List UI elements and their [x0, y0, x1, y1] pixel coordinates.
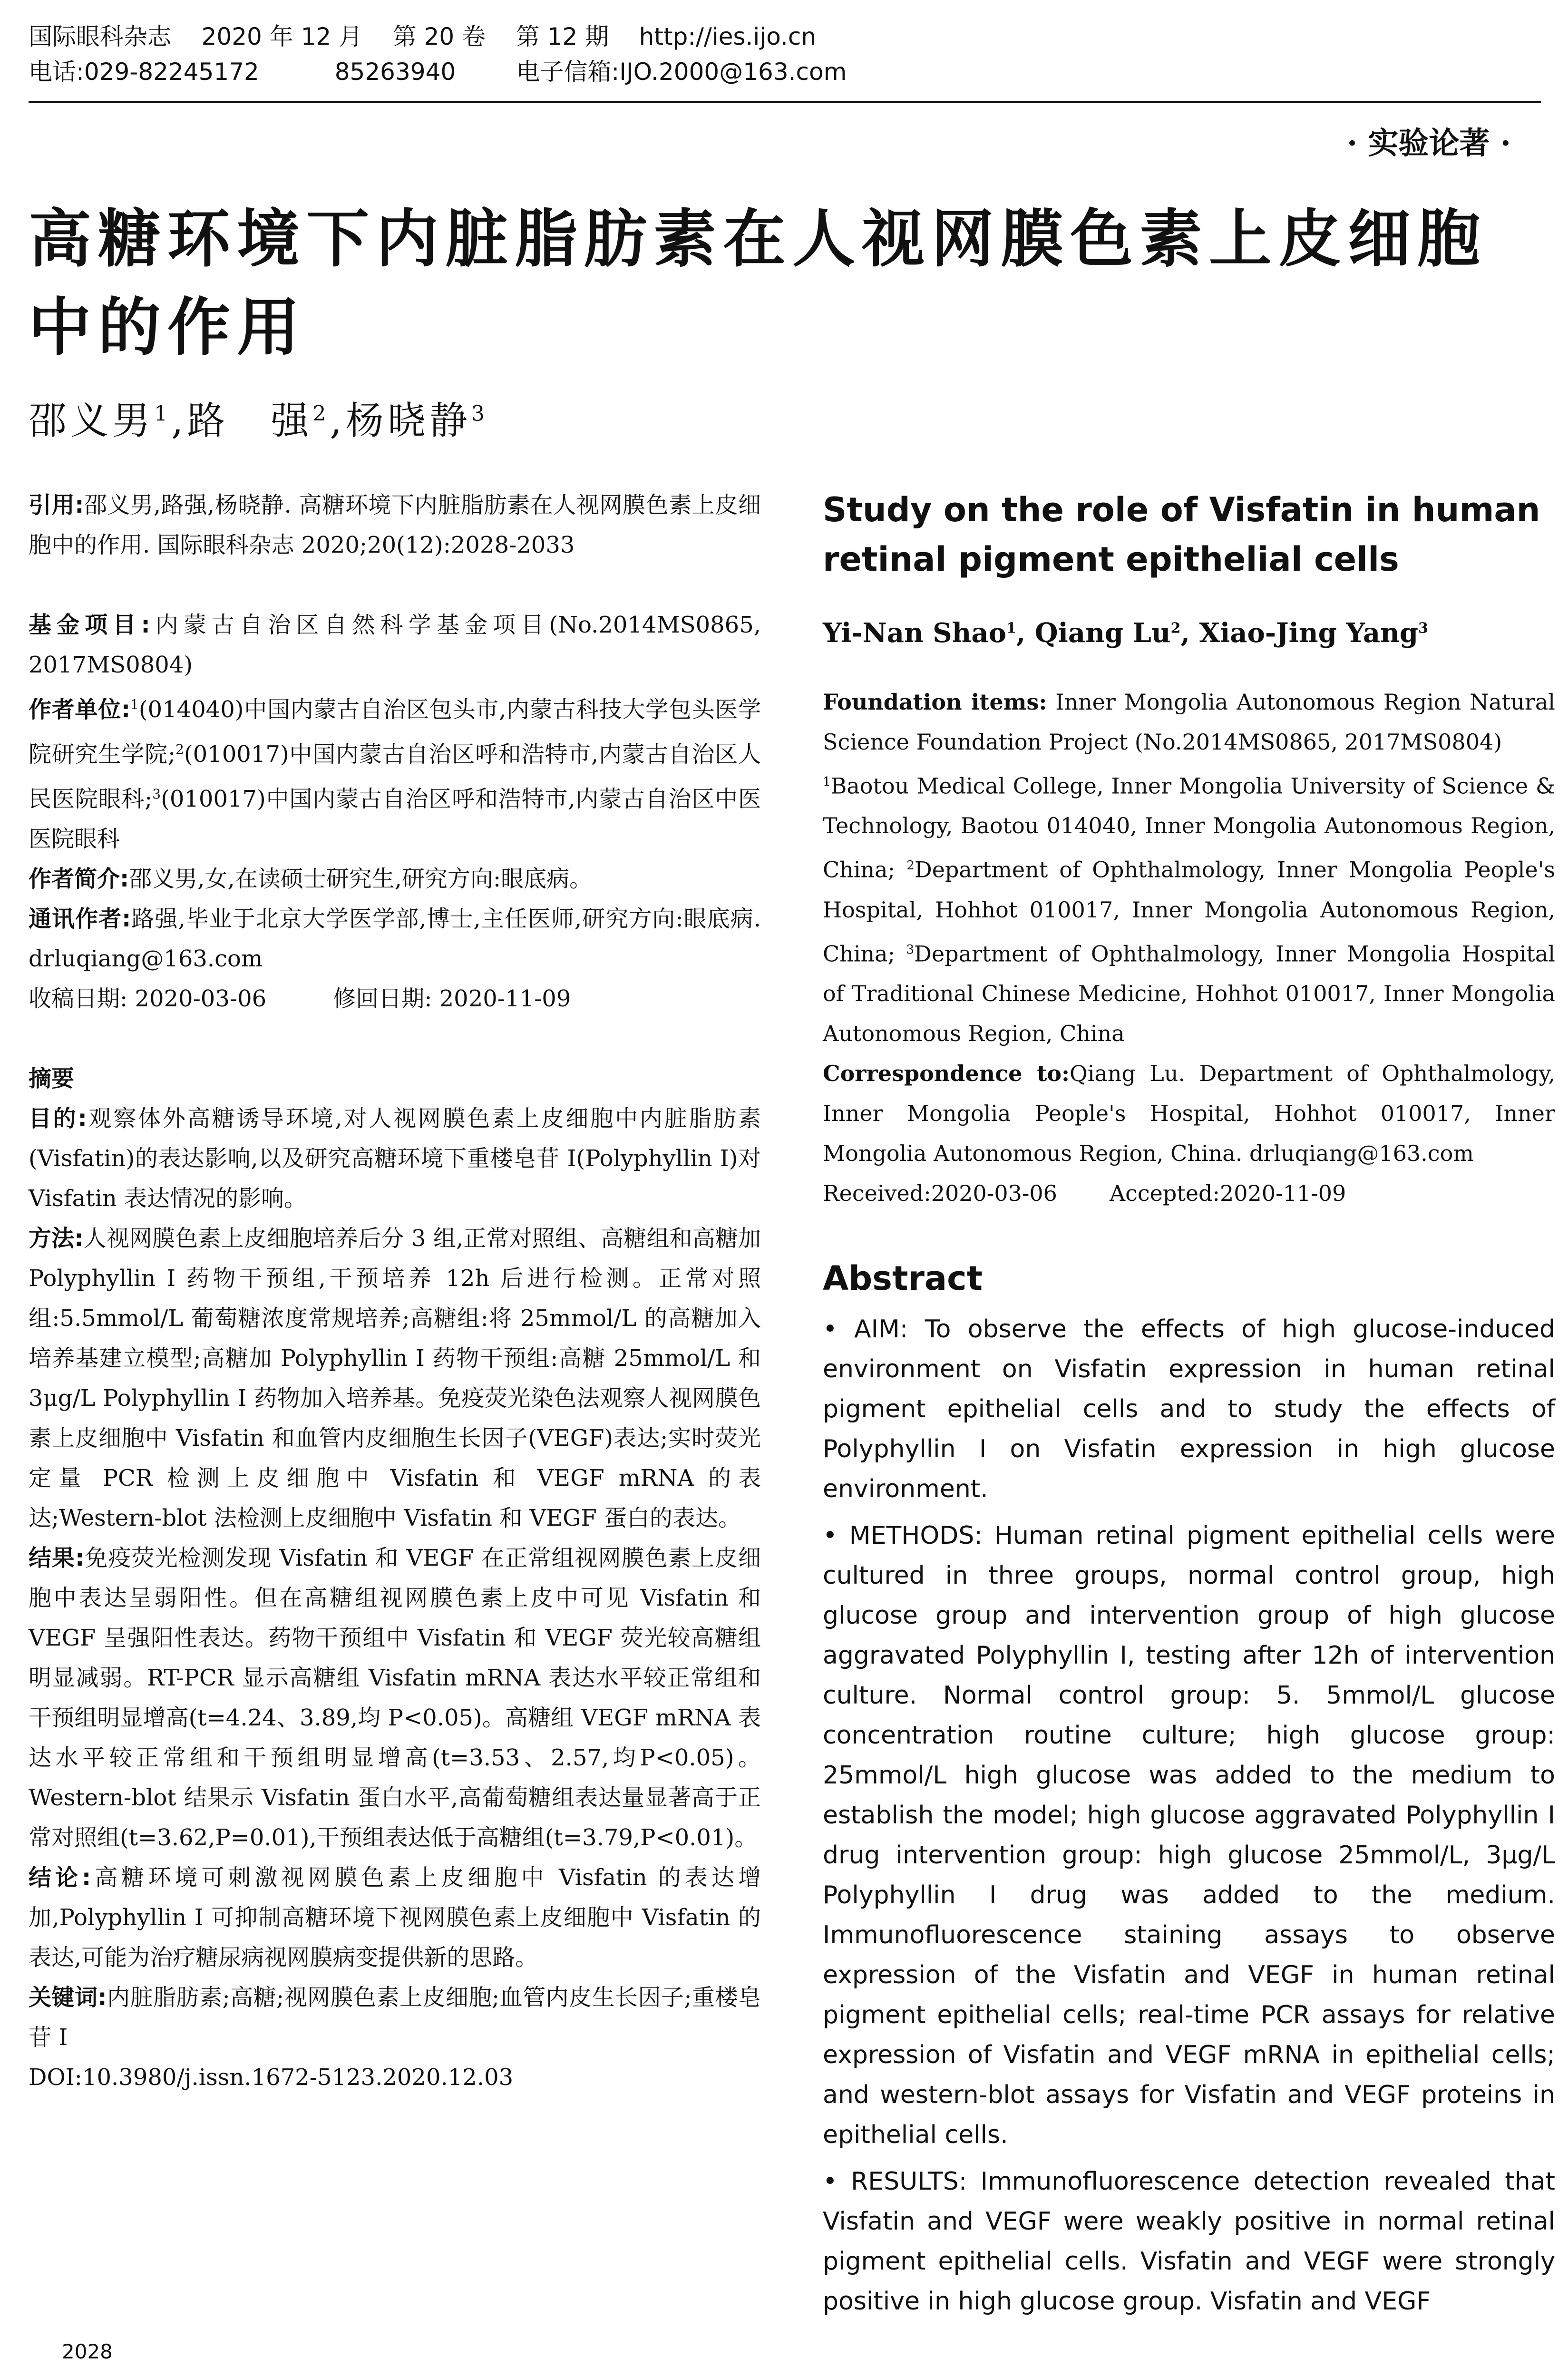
abstract-heading-cn: 摘要 — [29, 1065, 75, 1092]
author-affiliation-mark: 1 — [154, 401, 171, 426]
author-name: , Qiang Lu — [1016, 617, 1171, 649]
authors-cn — [29, 390, 488, 445]
methods-label: 方法: — [29, 1225, 84, 1252]
abstract-methods-en: • METHODS: Human retinal pigment epithelial cells were cultured in three groups, normal control group, high glucose group and intervention group of high glucose aggravated Polyphyllin I, testing after 12h of intervention culture. Normal control group: 5. 5mmol/L glucose concentration routine culture; high glucose group: 25mmol/L high glucose was added to the medium to establish the model; high glucose aggravated Polyphyllin I drug intervention group: high glucose 25mmol/L, 3μg/L Polyphyllin I drug was added to the medium. Immunofluorescence staining assays to observe expression of the Visfatin and VEGF in human retinal pigment epithelial cells; real-time PCR assays for relative expression of Visfatin and VEGF mRNA in epithelial cells; and western-blot assays for Visfatin and VEGF proteins in epithelial cells. — [823, 1521, 1555, 2149]
page-number: 2028 — [62, 2340, 113, 2363]
methods-text: 人视网膜色素上皮细胞培养后分 3 组,正常对照组、高糖组和高糖加 Polyphyllin I 药物干预组,干预培养 12h 后进行检测。正常对照组:5.5mmol/L 葡萄糖浓度常规培养;高糖组:将 25mmol/L 的高糖加入培养基建立模型;高糖加 Polyphyllin I 药物干预组:高糖 25mmol/L 和 3μg/L Polyphyllin I 药物加入培养基。免疫荧光染色法观察人视网膜色素上皮细胞中 Visfatin 和血管内皮细胞生长因子(VEGF)表达;实时荧光定量 PCR 检测上皮细胞中 Visfatin 和 VEGF mRNA 的表达;Western-blot 法检测上皮细胞中 Visfatin 和 VEGF 蛋白的表达。 — [29, 1225, 761, 1531]
fund-label: 基金项目: — [29, 612, 150, 638]
fund-text: 内蒙古自治区自然科学基金项目(No.2014MS0865, 2017MS0804) — [29, 612, 761, 678]
foundation-text: Inner Mongolia Autonomous Region Natural Science Foundation Project (No.2014MS0865, 2017MS0804) — [823, 689, 1555, 755]
correspondence-text: Qiang Lu. Department of Ophthalmology, Inner Mongolia People's Hospital, Hohhot 010017, Inner Mongolia Autonomous Region, China. drluqiang@163.com — [823, 1060, 1555, 1166]
corr-label: 通讯作者: — [29, 906, 131, 932]
correspondence-label: Correspondence to: — [823, 1060, 1070, 1086]
spacer — [29, 1019, 761, 1059]
affiliation-mark: 3 — [906, 942, 915, 957]
correspondence — [823, 1053, 1555, 1173]
bio-text: 邵义男,女,在读硕士研究生,研究方向:眼底病。 — [129, 866, 593, 892]
corresponding-author — [29, 899, 761, 979]
author-bio — [29, 859, 761, 899]
author-name: ,杨晓静 — [330, 399, 471, 443]
author-affiliation-mark: 2 — [312, 401, 330, 426]
fund-items — [29, 605, 761, 685]
author-affiliation-mark: 1 — [1006, 620, 1016, 637]
unit-mark: 3 — [152, 786, 161, 802]
keywords-label: 关键词: — [29, 1984, 107, 2011]
abstract-results — [29, 1538, 761, 1858]
affiliation-text: Department of Ophthalmology, Inner Mongolia Hospital of Traditional Chinese Medicine, Hohhot 010017, Inner Mongolia Autonomous Region, China — [823, 940, 1555, 1046]
affiliation-mark: 2 — [906, 858, 915, 873]
english-authors — [823, 617, 1555, 649]
citation-label: 引用: — [29, 492, 84, 518]
abstract-results-en: • RESULTS: Immunofluorescence detection revealed that Visfatin and VEGF were weakly positive in normal retinal pigment epithelial cells. Visfatin and VEGF were strongly positive in high glucose group. Visfatin and VEGF — [823, 2167, 1555, 2316]
citation — [29, 485, 761, 565]
affiliations — [823, 762, 1555, 1053]
bio-label: 作者简介: — [29, 866, 129, 892]
author-affiliation-mark: 3 — [1418, 620, 1428, 637]
abstract-heading-en: Abstract — [823, 1258, 983, 1298]
author-affiliation-mark: 3 — [471, 401, 488, 426]
author-units — [29, 685, 761, 859]
affiliation-text: Department of Ophthalmology, Inner Mongolia People's Hospital, Hohhot 010017, Inner Mongolia Autonomous Region, China; — [823, 857, 1555, 966]
abstract-methods — [29, 1218, 761, 1538]
conclusion-text: 高糖环境可刺激视网膜色素上皮细胞中 Visfatin 的表达增加,Polyphyllin I 可抑制高糖环境下视网膜色素上皮细胞中 Visfatin 的表达,可能为治疗糖尿病视网膜病变提供新的思路。 — [29, 1864, 761, 1971]
author-name: ,路 强 — [171, 399, 313, 443]
header-rule — [29, 101, 1541, 103]
author-name: 邵义男 — [29, 399, 154, 443]
keywords-text: 内脏脂肪素;高糖;视网膜色素上皮细胞;血管内皮生长因子;重楼皂苷 I — [29, 1984, 761, 2051]
results-label: 结果: — [29, 1545, 85, 1571]
corr-text: 路强,毕业于北京大学医学部,博士,主任医师,研究方向:眼底病. drluqiang@163.com — [29, 906, 761, 972]
author-affiliation-mark: 2 — [1170, 620, 1181, 637]
foundation-label: Foundation items: — [823, 689, 1047, 715]
revised-date: 修回日期: 2020-11-09 — [333, 985, 571, 1012]
accepted-date-en: Accepted:2020-11-09 — [1109, 1180, 1346, 1206]
spacer — [29, 565, 761, 605]
abstract-aim-en: • AIM: To observe the effects of high glucose-induced environment on Visfatin expression in human retinal pigment epithelial cells and to study the effects of Polyphyllin I on Visfatin expression in high glucose environment. — [823, 1315, 1555, 1503]
author-name: Yi-Nan Shao — [823, 617, 1006, 649]
dates-en — [823, 1173, 1555, 1213]
received-date-en: Received:2020-03-06 — [823, 1180, 1057, 1206]
unit-label: 作者单位: — [29, 696, 131, 723]
right-column — [823, 485, 1555, 2328]
header-contact-info: 电话:029-82245172 85263940 电子信箱:IJO.2000@163.com — [29, 58, 847, 86]
unit-text: (014040)中国内蒙古自治区包头市,内蒙古科技大学包头医学院研究生学院; — [29, 696, 761, 768]
doi: DOI:10.3980/j.issn.1672-5123.2020.12.03 — [29, 2064, 514, 2091]
affiliation-mark: 1 — [823, 775, 831, 789]
unit-mark: 1 — [130, 697, 139, 712]
left-column — [29, 485, 761, 2097]
section-tag: · 实验论著 · — [1346, 126, 1511, 161]
foundation-items — [823, 682, 1555, 762]
unit-text: (010017)中国内蒙古自治区呼和浩特市,内蒙古自治区人民医院眼科; — [29, 741, 761, 812]
keywords — [29, 1978, 761, 2057]
citation-text: 邵义男,路强,杨晓静. 高糖环境下内脏脂肪素在人视网膜色素上皮细胞中的作用. 国际眼科杂志 2020;20(12):2028-2033 — [29, 492, 761, 558]
unit-text: (010017)中国内蒙古自治区呼和浩特市,内蒙古自治区中医医院眼科 — [29, 786, 761, 852]
article-title: 高糖环境下内脏脂肪素在人视网膜色素上皮细胞中的作用 — [29, 203, 1487, 364]
journal-header — [29, 19, 1541, 89]
aim-label: 目的: — [29, 1105, 87, 1132]
conclusion-label: 结论: — [29, 1864, 91, 1891]
aim-text: 观察体外高糖诱导环境,对人视网膜色素上皮细胞中内脏脂肪素(Visfatin)的表达影响,以及研究高糖环境下重楼皂苷 I(Polyphyllin I)对 Visfatin 表达情况的影响。 — [29, 1105, 761, 1212]
author-name: , Xiao-Jing Yang — [1180, 617, 1419, 649]
unit-mark: 2 — [175, 741, 184, 757]
dates — [29, 979, 761, 1019]
header-journal-info: 国际眼科杂志 2020 年 12 月 第 20 卷 第 12 期 http://ies.ijo.cn — [29, 23, 817, 50]
affiliation-text: Baotou Medical College, Inner Mongolia University of Science & Technology, Baotou 014040, Inner Mongolia Autonomous Region, China; — [823, 773, 1555, 883]
abstract-conclusion — [29, 1858, 761, 1978]
results-text: 免疫荧光检测发现 Visfatin 和 VEGF 在正常组视网膜色素上皮细胞中表达呈弱阳性。但在高糖组视网膜色素上皮中可见 Visfatin 和 VEGF 呈强阳性表达。药物干预组中 Visfatin 和 VEGF 荧光较高糖组明显减弱。RT-PCR 显示高糖组 Visfatin mRNA 表达水平较正常组和干预组明显增高(t=4.24、3.89,均 P<0.05)。高糖组 VEGF mRNA 表达水平较正常组和干预组明显增高(t=3.53、2.57,均P<0.05)。Western-blot 结果示 Visfatin 蛋白水平,高葡萄糖组表达量显著高于正常对照组(t=3.62,P=0.01),干预组表达低于高糖组(t=3.79,P<0.01)。 — [29, 1545, 761, 1851]
abstract-aim — [29, 1099, 761, 1218]
received-date: 收稿日期: 2020-03-06 — [29, 985, 267, 1012]
english-title: Study on the role of Visfatin in human retinal pigment epithelial cells — [823, 490, 1540, 579]
